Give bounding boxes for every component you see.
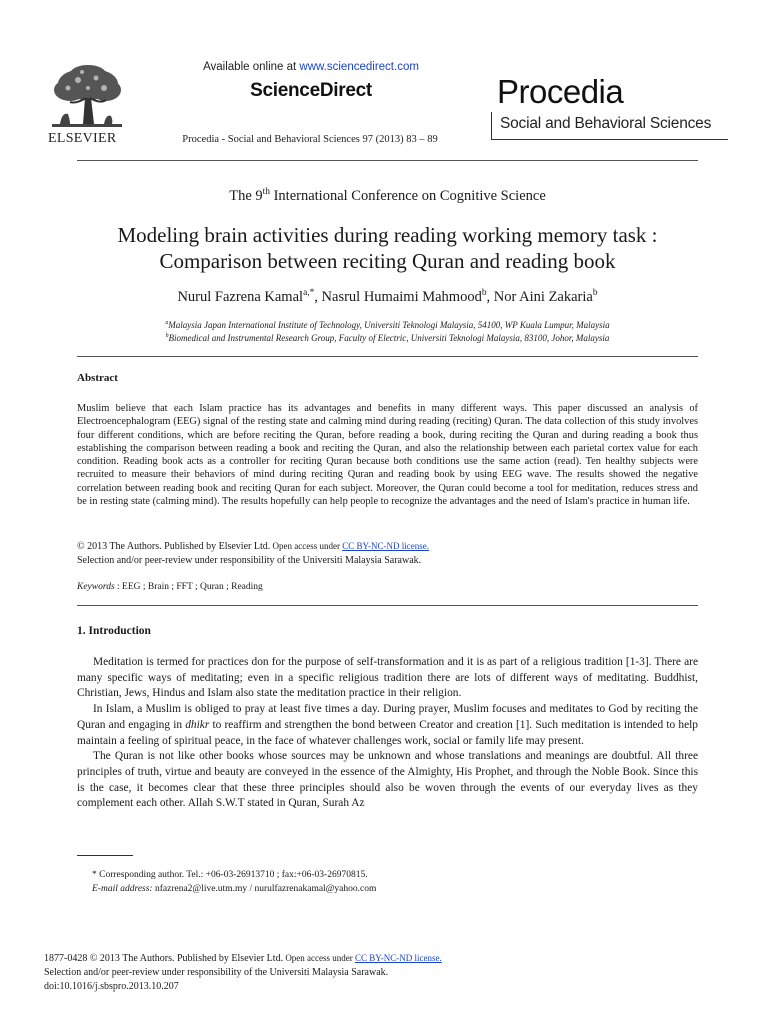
paper-title: [77, 222, 698, 274]
available-online: [190, 61, 432, 73]
header-divider: [77, 160, 698, 161]
author-name: Nurul Fazrena Kamal: [177, 288, 304, 305]
conference-suffix: International Conference on Cognitive Science: [269, 187, 546, 204]
paragraph: [77, 702, 698, 749]
doi: doi:10.1016/j.sbspro.2013.10.207: [44, 981, 179, 992]
conference-prefix: The 9: [229, 187, 263, 204]
email-address: nfazrena2@live.utm.my / nurulfazrenakamal@yahoo.com: [152, 884, 377, 894]
affiliation-text: Malaysia Japan International Institute of Technology, Universiti Teknologi Malaysia, 54100, WP Kuala Lumpur, Malaysia: [168, 320, 610, 330]
sciencedirect-link[interactable]: www.sciencedirect.com: [299, 61, 419, 73]
abstract-top-divider: [77, 356, 698, 357]
copyright-text: © 2013 The Authors. Published by Elsevier Ltd.: [77, 541, 271, 552]
author-sep: ,: [486, 288, 494, 305]
keywords-label: Keywords: [77, 582, 115, 592]
affiliation-a: [77, 320, 698, 330]
conference-sup: th: [262, 187, 270, 197]
procedia-subtitle: Social and Behavioral Sciences: [500, 115, 712, 132]
author-sup: a,*: [303, 288, 315, 298]
paragraph: The Quran is not like other books whose sources may be unknown and whose translations and meanings are doubtful. All three principles of truth, virtue and beauty are conveyed in the essence of the Almighty, His Prophet, and through the Noble Book. Since this is the case, it becomes clear that these three principles should also be woven through the events of our everyday lives as they complement each other. Allah S.W.T stated in Quran, Surah Az: [77, 750, 698, 810]
license-link[interactable]: CC BY-NC-ND license.: [342, 541, 429, 551]
publisher-name: ELSEVIER: [48, 131, 117, 146]
issn-text: 1877-0428 © 2013 The Authors. Published by Elsevier Ltd.: [44, 953, 284, 964]
open-access-text: Open access under: [283, 953, 356, 963]
abstract-copyright: [77, 540, 698, 553]
paragraph: Meditation is termed for practices don for the purpose of self-transformation and it is as part of a religious tradition [1-3]. There are many specific ways of meditating; even in a specific religious tradition there are lots of different ways of meditating. Buddhist, Christian, Jews, Hindus and Islam also state the meditation practice in their religion.: [77, 656, 698, 700]
title-line-1: Modeling brain activities during reading working memory task :: [117, 223, 658, 247]
abstract-body: Muslim believe that each Islam practice has its advantages and benefits in many different ways. This paper discussed an analysis of Electroencephalogram (EEG) signal of the resting state and calming mind during reading (reciting) Quran. The data collection of this study involves four different conditions, which are before reciting the Quran, before reading a book, during reciting the Quran and during reading a book thus establishing the comparison between reading a book and reciting the Quran, and also the relationship between each parietal cortex value for each condition. Reading book acts as a controller for reciting Quran because both conditions use the same action (read). Ten healthy subjects were recruited to measure their behaviors of mind during reciting Quran and reading book by using EEG wave. The results showed the negative correlation between reading book and reciting Quran for each subject. Moreover, the Quran could become a tool for meditation, reduces stress and be in resting state (calming mind). The results hopefully can help people to recognize the advantages and the need of Islam's practice in human life.: [77, 403, 698, 508]
paragraph-text: In Islam, a Muslim is obliged to pray at least five times a day. During prayer, Muslim focuses and meditates to God by reciting the Quran and engaging in: [77, 703, 698, 731]
keywords: [77, 582, 263, 592]
author-sup: b: [592, 288, 598, 298]
license-link[interactable]: CC BY-NC-ND license.: [355, 953, 442, 963]
title-line-2: Comparison between reciting Quran and reading book: [159, 249, 616, 273]
intro-body: [77, 655, 698, 812]
paragraph-emphasis: dhikr: [185, 718, 210, 731]
corresponding-author: * Corresponding author. Tel.: +06-03-26913710 ; fax:+06-03-26970815.: [92, 870, 368, 880]
paragraph-text: to reaffirm and strengthen the bond between Creator and creation [1]. Such meditation is intended to help maintain a feeling of spiritual peace, in the face of whatever challenges work, social or family life may present.: [77, 718, 698, 747]
author-name: Nor Aini Zakaria: [493, 288, 593, 305]
footnote-divider: [77, 855, 133, 856]
sciencedirect-logo: ScienceDirect: [250, 80, 372, 101]
affiliation-sup: a: [165, 320, 169, 326]
abstract-review: Selection and/or peer-review under responsibility of the Universiti Malaysia Sarawak.: [77, 555, 422, 566]
open-access-text: Open access under: [270, 541, 343, 551]
procedia-logo: Procedia: [497, 73, 624, 110]
keywords-list: : EEG ; Brain ; FFT ; Quran ; Reading: [114, 582, 263, 592]
email-label: E-mail address:: [92, 884, 153, 894]
journal-citation: Procedia - Social and Behavioral Sciences 97 (2013) 83 – 89: [182, 134, 438, 145]
issn-line: [44, 953, 442, 964]
abstract-heading: Abstract: [77, 372, 118, 384]
author-sep: ,: [314, 288, 322, 305]
abstract-bottom-divider: [77, 605, 698, 606]
conference-name: [77, 187, 698, 205]
section-heading: 1. Introduction: [77, 625, 151, 637]
affiliation-text: Biomedical and Instrumental Research Group, Faculty of Electric, Universiti Teknologi Malaysia, 83100, Johor, Malaysia: [168, 333, 610, 343]
author-list: [77, 288, 698, 306]
footer-review: Selection and/or peer-review under responsibility of the Universiti Malaysia Sarawak.: [44, 967, 389, 978]
affiliation-b: [77, 333, 698, 343]
author-sup: b: [481, 288, 487, 298]
elsevier-tree-logo: [48, 64, 126, 134]
affiliation-sup: b: [165, 333, 169, 339]
available-prefix: Available online at: [203, 61, 300, 73]
author-name: Nasrul Humaimi Mahmood: [321, 288, 482, 305]
email-footnote: [92, 884, 376, 894]
